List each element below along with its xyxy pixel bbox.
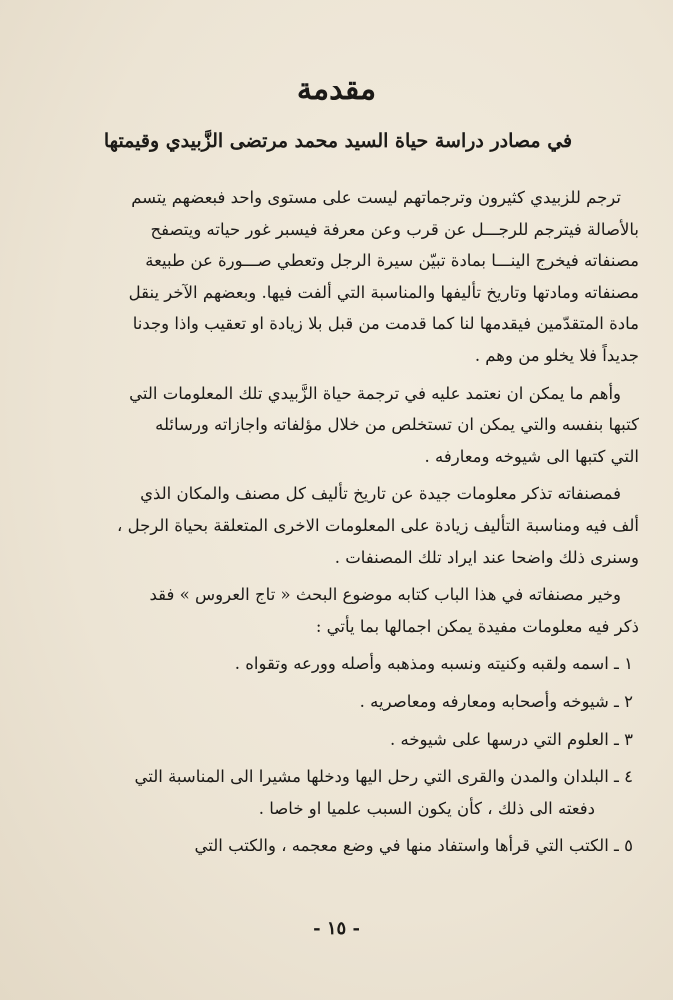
list-item [36, 830, 639, 862]
paragraph-line: وأهم ما يمكن ان نعتمد عليه في ترجمة حياة الزَّبيدي تلك المعلومات التي [129, 383, 621, 403]
paragraph [36, 478, 639, 573]
list-item-text: العلوم التي درسها على شيوخه . [390, 729, 609, 749]
list-item-text: شيوخه وأصحابه ومعارفه ومعاصريه . [359, 691, 609, 711]
list-number: ٥ [624, 836, 633, 856]
paragraph [36, 579, 639, 642]
list-line [36, 686, 639, 718]
paragraph [36, 378, 639, 473]
page-title: مقدمة [296, 72, 377, 107]
page-subtitle: في مصادر دراسة حياة السيد محمد مرتضى الزَّبيدي وقيمتها [103, 130, 573, 152]
paragraph-line: ترجم للزبيدي كثيرون وترجماتهم ليست على مستوى واحد فبعضهم يتسم [131, 188, 621, 207]
paragraph-line: ذكر فيه معلومات مفيدة يمكن اجمالها بما يأتي : [315, 616, 639, 636]
paragraph-line: وسنرى ذلك واضحا عند ايراد تلك المصنفات . [334, 547, 639, 567]
paragraph-line: مادة المتقدّمين فيقدمها لنا كما قدمت من قبل بلا زيادة او تعقيب واذا وجدنا [132, 314, 639, 334]
list-item-text: البلدان والمدن والقرى التي رحل اليها ودخلها مشيرا الى المناسبة التي [134, 767, 609, 787]
list-dash: ـ [608, 654, 625, 674]
list-line-continued: دفعته الى ذلك ، كأن يكون السبب علميا او خاصا . [258, 798, 595, 818]
list-item-text: الكتب التي قرأها واستفاد منها في وضع معجمه ، والكتب التي [194, 836, 609, 856]
paragraph-line: بالأصالة فيترجم للرجـــل عن قرب وعن معرفة فيسبر غور حياته ويتصفح [150, 219, 639, 239]
paragraph [36, 182, 639, 372]
list-item [36, 686, 639, 718]
list-line [36, 830, 639, 862]
paragraph-line: وخير مصنفاته في هذا الباب كتابه موضوع البحث « تاج العروس » فقد [149, 585, 621, 605]
paragraph-container [36, 182, 639, 642]
list-number: ٣ [624, 729, 633, 749]
paragraph-line: التي كتبها الى شيوخه ومعارفه . [424, 446, 639, 466]
body-text [36, 182, 639, 868]
paragraph-line: جديداً فلا يخلو من وهم . [474, 345, 639, 365]
numbered-list [36, 648, 639, 862]
paragraph-line: فمصنفاته تذكر معلومات جيدة عن تاريخ تأليف كل مصنف والمكان الذي [140, 484, 621, 504]
list-dash: ـ [608, 767, 625, 787]
list-dash: ـ [608, 836, 625, 856]
list-item [36, 648, 639, 680]
list-line [36, 761, 639, 793]
paragraph-line: ألف فيه ومناسبة التأليف زيادة على المعلومات الاخرى المتعلقة بحياة الرجل ، [117, 515, 639, 535]
list-number: ٤ [624, 767, 633, 787]
page-number: - ١٥ - [313, 918, 360, 939]
paragraph-line: مصنفاته فيخرج الينـــا بمادة تبيّن سيرة الرجل وتعطي صـــورة عن طبيعة [145, 251, 639, 271]
list-item [36, 761, 639, 824]
list-dash: ـ [608, 691, 625, 711]
list-number: ٢ [624, 691, 633, 711]
list-number: ١ [624, 654, 633, 674]
list-line [36, 648, 639, 680]
list-item-text: اسمه ولقبه وكنيته ونسبه ومذهبه وأصله وورعه وتقواه . [234, 654, 609, 674]
paragraph-line: كتبها بنفسه والتي يمكن ان تستخلص من خلال مؤلفاته واجازاته ورسائله [155, 415, 639, 435]
list-item [36, 724, 639, 756]
list-line [36, 724, 639, 756]
paragraph-line: مصنفاته ومادتها وتاريخ تأليفها والمناسبة التي ألفت فيها. وبعضهم الآخر ينقل [128, 282, 639, 302]
list-dash: ـ [608, 729, 625, 749]
